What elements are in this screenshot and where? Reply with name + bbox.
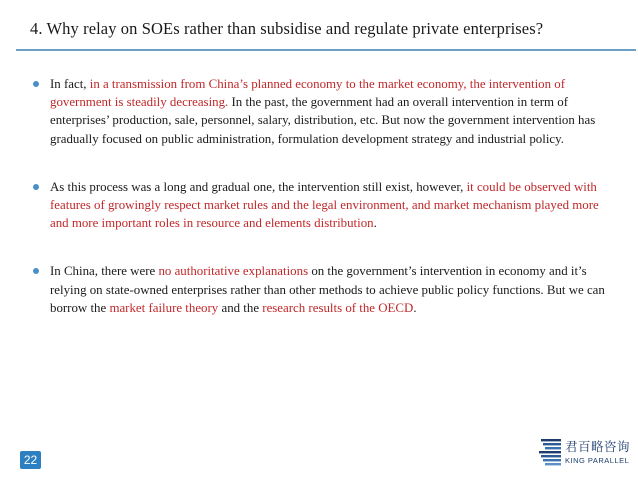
- bullet-list: [30, 75, 610, 317]
- page-number-badge: 22: [20, 451, 41, 469]
- bullet-segment: As this process was a long and gradual one, the intervention still exist, however,: [50, 179, 467, 194]
- bullet-item: [30, 178, 610, 233]
- bullet-text-2: [50, 264, 605, 314]
- title-divider: [16, 49, 636, 51]
- bullet-highlight: market failure theory: [109, 300, 219, 315]
- bullet-item: [30, 262, 610, 317]
- bullet-highlight: research results of the OECD: [262, 300, 414, 315]
- bullet-highlight: it could be observed with features of growingly respect market rules and the legal environment, and market mechanism played more and more important roles in resource and elements distribution: [50, 179, 599, 231]
- bullet-segment: In fact,: [50, 77, 90, 91]
- bullet-highlight: no authoritative explanations: [158, 264, 309, 279]
- bullet-segment: .: [373, 216, 377, 231]
- logo-stripes-icon: [537, 437, 563, 469]
- bullet-text-1: [50, 180, 599, 230]
- bullet-segment: .: [413, 300, 417, 315]
- bullet-segment: In China, there were: [50, 264, 159, 279]
- logo-english-name: KING PARALLEL: [565, 456, 630, 465]
- bullet-item: [30, 75, 610, 148]
- logo-chinese-name: 君百略咨询: [565, 439, 631, 454]
- bullet-highlight: in a transmission from China’s planned economy to the market economy, the intervention of government is steadily decreasing.: [50, 77, 566, 110]
- bullet-segment: on the government’s intervention in economy and it’s relying on state-owned enterprises rather than other methods to achieve public policy functions. But we can borrow the: [50, 264, 605, 315]
- slide-title: 4. Why relay on SOEs rather than subsidise and regulate private enterprises?: [30, 19, 544, 38]
- bullet-segment: and the: [218, 300, 263, 315]
- company-logo: [537, 437, 632, 471]
- slide-header: [0, 0, 638, 62]
- bullet-dot-icon: [33, 81, 39, 87]
- bullet-segment: In the past, the government had an overall intervention in term of enterprises’ production, sale, personnel, salary, distribution, etc. But now the government intervention has gradually focused on public administration, formulation development strategy and industrial policy.: [50, 95, 596, 146]
- bullet-text-0: [50, 77, 595, 146]
- bullet-dot-icon: [33, 268, 39, 274]
- bullet-dot-icon: [33, 184, 39, 190]
